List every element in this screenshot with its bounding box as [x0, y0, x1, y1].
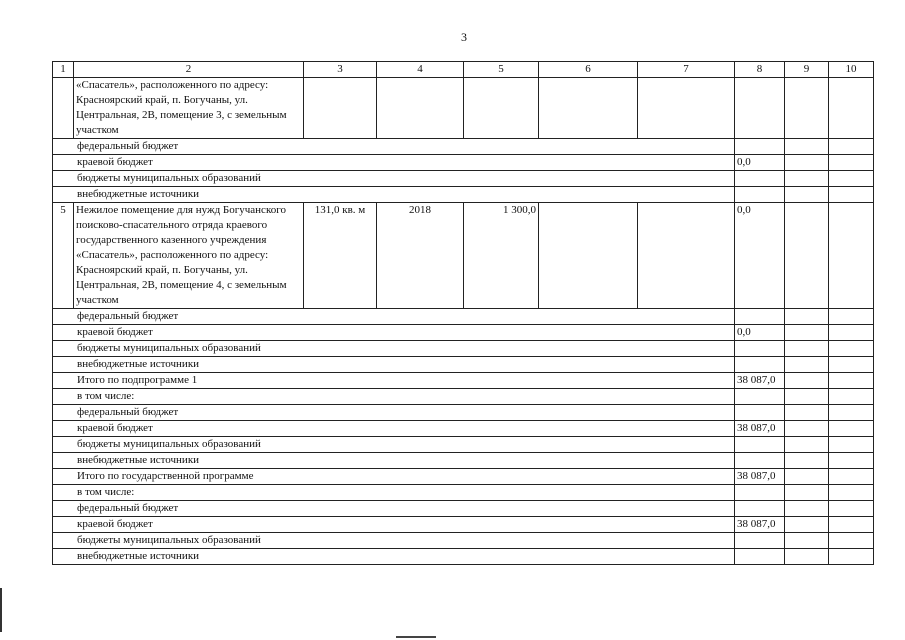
object-row — [53, 203, 874, 309]
budget-line-value — [735, 187, 785, 203]
object-description: «Спасатель», расположенного по адресу: Красноярский край, п. Богучаны, ул. Центральная, 2В, помещение 3, с земельным участком — [74, 78, 304, 139]
budget-line-label: краевой бюджет — [53, 325, 735, 341]
budget-line-row — [53, 171, 874, 187]
budget-line-value — [735, 309, 785, 325]
object-description: Нежилое помещение для нужд Богучанского поисково-спасательного отряда краевого государственного казенного учреждения «Спасатель», расположенного по адресу: Красноярский край, п. Богучаны, ул. Центральная, 2В, помещение 4, с земельным участком — [74, 203, 304, 309]
object-area: 131,0 кв. м — [304, 203, 377, 309]
budget-line-row — [53, 485, 874, 501]
budget-line-value — [735, 453, 785, 469]
budget-line-row — [53, 389, 874, 405]
budget-line-value — [735, 549, 785, 565]
footer-mark — [396, 636, 436, 638]
column-header: 1 — [53, 62, 74, 78]
page-number: 3 — [461, 30, 467, 44]
budget-line-value — [735, 389, 785, 405]
budget-table — [52, 61, 874, 565]
budget-line-value — [735, 341, 785, 357]
budget-line-row — [53, 325, 874, 341]
budget-line-row — [53, 405, 874, 421]
budget-line-value — [735, 437, 785, 453]
scan-edge-mark — [0, 588, 2, 632]
column-header: 4 — [377, 62, 464, 78]
budget-line-label: бюджеты муниципальных образований — [53, 171, 735, 187]
budget-line-row — [53, 501, 874, 517]
budget-line-label: внебюджетные источники — [53, 187, 735, 203]
column-header: 6 — [539, 62, 638, 78]
budget-line-value: 0,0 — [735, 325, 785, 341]
budget-line-label: федеральный бюджет — [53, 309, 735, 325]
budget-line-value — [735, 405, 785, 421]
budget-line-value — [735, 357, 785, 373]
budget-line-row — [53, 309, 874, 325]
budget-line-row — [53, 533, 874, 549]
budget-line-value: 0,0 — [735, 155, 785, 171]
budget-line-label: в том числе: — [53, 389, 735, 405]
budget-line-row — [53, 139, 874, 155]
column-header: 10 — [829, 62, 874, 78]
budget-line-label: внебюджетные источники — [53, 357, 735, 373]
table-header-row — [53, 62, 874, 78]
budget-line-row — [53, 373, 874, 389]
budget-line-row — [53, 517, 874, 533]
budget-line-label: Итого по государственной программе — [53, 469, 735, 485]
budget-line-value — [735, 485, 785, 501]
budget-line-value: 0,0 — [735, 203, 785, 309]
row-number: 5 — [53, 203, 74, 309]
object-cost: 1 300,0 — [464, 203, 539, 309]
budget-line-label: бюджеты муниципальных образований — [53, 437, 735, 453]
budget-line-row — [53, 549, 874, 565]
budget-line-row — [53, 437, 874, 453]
budget-line-value — [735, 171, 785, 187]
budget-line-row — [53, 341, 874, 357]
column-header: 3 — [304, 62, 377, 78]
budget-line-label: внебюджетные источники — [53, 453, 735, 469]
budget-line-value: 38 087,0 — [735, 469, 785, 485]
budget-line-row — [53, 421, 874, 437]
budget-line-label: бюджеты муниципальных образований — [53, 341, 735, 357]
budget-line-label: федеральный бюджет — [53, 405, 735, 421]
budget-line-value: 38 087,0 — [735, 421, 785, 437]
budget-line-row — [53, 155, 874, 171]
budget-line-row — [53, 469, 874, 485]
column-header: 8 — [735, 62, 785, 78]
budget-line-label: краевой бюджет — [53, 155, 735, 171]
budget-line-label: в том числе: — [53, 485, 735, 501]
column-header: 7 — [638, 62, 735, 78]
budget-line-label: краевой бюджет — [53, 517, 735, 533]
budget-line-row — [53, 453, 874, 469]
column-header: 9 — [785, 62, 829, 78]
budget-line-value: 38 087,0 — [735, 517, 785, 533]
budget-line-value — [735, 501, 785, 517]
budget-line-row — [53, 187, 874, 203]
commissioning-year: 2018 — [377, 203, 464, 309]
budget-line-value — [735, 139, 785, 155]
budget-line-row — [53, 357, 874, 373]
budget-line-label: бюджеты муниципальных образований — [53, 533, 735, 549]
column-header: 2 — [74, 62, 304, 78]
budget-line-label: краевой бюджет — [53, 421, 735, 437]
budget-line-label: федеральный бюджет — [53, 139, 735, 155]
budget-line-value: 38 087,0 — [735, 373, 785, 389]
column-header: 5 — [464, 62, 539, 78]
budget-line-label: внебюджетные источники — [53, 549, 735, 565]
budget-line-value — [735, 533, 785, 549]
budget-line-label: федеральный бюджет — [53, 501, 735, 517]
budget-line-label: Итого по подпрограмме 1 — [53, 373, 735, 389]
object-row-continued — [53, 78, 874, 139]
